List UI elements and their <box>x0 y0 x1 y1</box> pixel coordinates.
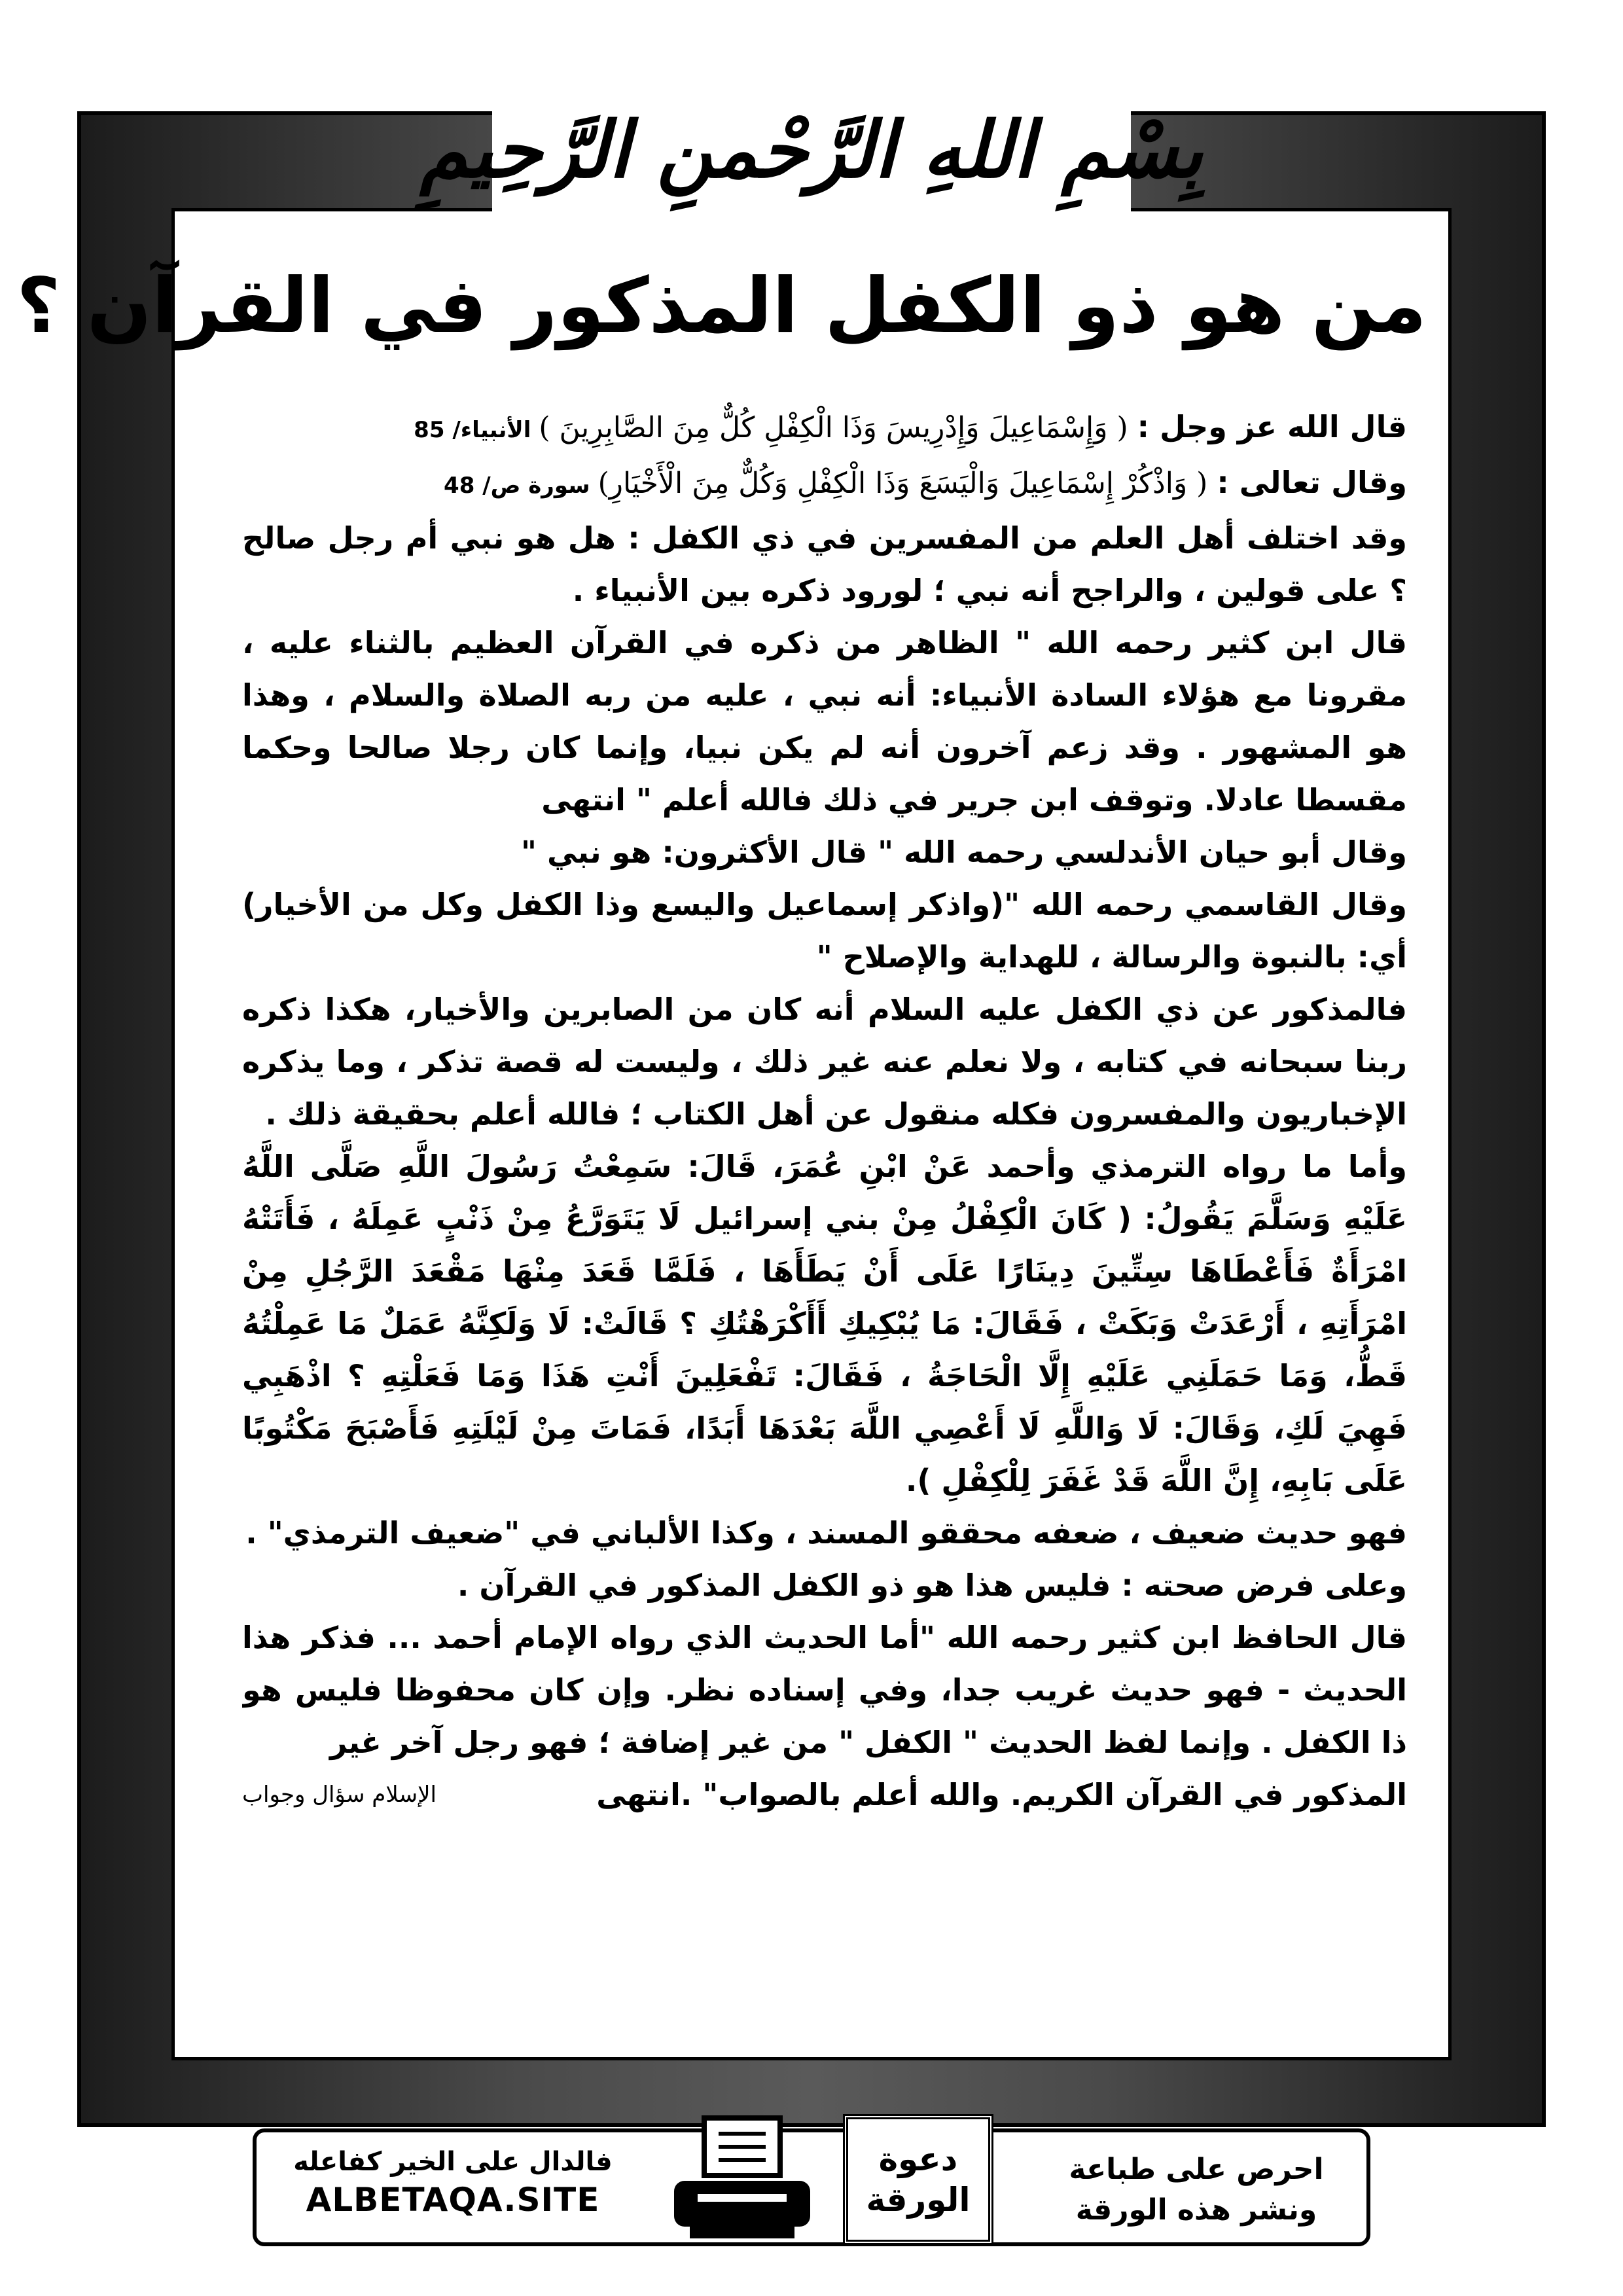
closing-text: المذكور في القرآن الكريم. والله أعلم بالصواب" .انتهى <box>596 1777 1407 1812</box>
printer-icon <box>670 2115 814 2244</box>
site-link[interactable]: ALBETAQA.SITE <box>306 2181 600 2219</box>
paragraph: قال ابن كثير رحمه الله " الظاهر من ذكره في القرآن العظيم بالثناء عليه ، مقرونا مع هؤلاء السادة الأنبياء: أنه نبي ، عليه من ربه الصلاة والسلام ، وهذا هو المشهور . وقد زعم آخرون أنه لم يكن نبيا، وإنما كان رجلا صالحا وحكما مقسطا عادلا. وتوقف ابن جرير في ذلك فالله أعلم " انتهى <box>242 625 1407 817</box>
footer-slogan <box>1059 2149 1334 2231</box>
verse-label: قال الله عز وجل : <box>1137 409 1407 444</box>
dawa-paper-logo <box>843 2114 993 2245</box>
verse-reference: الأنبياء/ 85 <box>414 417 531 443</box>
slogan-line: ونشر هذه الورقة <box>1075 2193 1317 2227</box>
hadith-paragraph: وأما ما رواه الترمذي وأحمد عَنْ ابْنِ عُمَرَ، قَالَ: سَمِعْتُ رَسُولَ اللَّهِ صَلَّى اللَّهُ عَلَيْهِ وَسَلَّمَ يَقُولُ: ( كَانَ الْكِفْلُ مِنْ بني إسرائيل لَا يَتَوَرَّعُ مِنْ ذَنْبٍ عَمِلَهُ ، فَأَتَتْهُ امْرَأَةٌ فَأَعْطَاهَا سِتِّينَ دِينَارًا عَلَى أَنْ يَطَأَهَا ، فَلَمَّا قَعَدَ مِنْهَا مَقْعَدَ الرَّجُلِ مِنْ امْرَأَتِهِ ، أَرْعَدَتْ وَبَكَتْ ، فَقَالَ: مَا يُبْكِيكِ أَأَكْرَهْتُكِ ؟ قَالَتْ: لَا وَلَكِنَّهُ عَمَلٌ مَا عَمِلْتُهُ قَطُّ، وَمَا حَمَلَنِي عَلَيْهِ إِلَّا الْحَاجَةُ ، فَقَالَ: تَفْعَلِينَ أَنْتِ هَذَا وَمَا فَعَلْتِهِ ؟ اذْهَبِي فَهِيَ لَكِ، وَقَالَ: لَا وَاللَّهِ لَا أَعْصِي اللَّهَ بَعْدَهَا أَبَدًا، فَمَاتَ مِنْ لَيْلَتِهِ فَأَصْبَحَ مَكْتُوبًا عَلَى بَابِهِ، إِنَّ اللَّهَ قَدْ غَفَرَ لِلْكِفْلِ ). <box>242 1149 1407 1498</box>
paragraph: فهو حديث ضعيف ، ضعفه محققو المسند ، وكذا الألباني في "ضعيف الترمذي" . <box>245 1515 1407 1551</box>
article-body <box>242 401 1407 1984</box>
page-title: من هو ذو الكفل المذكور في القرآن ؟ <box>16 262 1427 350</box>
verse-1 <box>242 401 1407 456</box>
verse-label: وقال تعالى : <box>1217 465 1407 500</box>
slogan-line: احرص على طباعة <box>1069 2153 1324 2186</box>
paragraph: وقال القاسمي رحمه الله "(واذكر إسماعيل واليسع وذا الكفل وكل من الأخيار) أي: بالنبوة والرسالة ، للهداية والإصلاح " <box>242 887 1407 975</box>
basmala-calligraphy: بِسْمِ اللهِ الرَّحْمنِ الرَّحِيمِ <box>419 103 1204 195</box>
paragraph: فالمذكور عن ذي الكفل عليه السلام أنه كان من الصابرين والأخيار، هكذا ذكره ربنا سبحانه في كتابه ، ولا نعلم عنه غير ذلك ، وليست له قصة تذكر ، وما يذكره الإخباريون والمفسرون فكله منقول عن أهل الكتاب ؛ فالله أعلم بحقيقة ذلك . <box>242 992 1407 1132</box>
paragraph: وقد اختلف أهل العلم من المفسرين في ذي الكفل : هل هو نبي أم رجل صالح ؟ على قولين ، والراجح أنه نبي ؛ لورود ذكره بين الأنبياء . <box>242 520 1407 608</box>
source-credit: الإسلام سؤال وجواب <box>242 1782 437 1808</box>
logo-line: الورقة <box>866 2181 971 2219</box>
basmala-header <box>419 51 1204 247</box>
paragraph: قال الحافظ ابن كثير رحمه الله "أما الحديث الذي رواه الإمام أحمد ... فذكر هذا الحديث - فهو حديث غريب جدا، وفي إسناده نظر. وإن كان محفوظا فليس هو ذا الكفل . وإنما لفظ الحديث " الكفل " من غير إضافة ؛ فهو رجل آخر غير <box>242 1620 1407 1760</box>
closing-line <box>242 1768 1407 1821</box>
footer-banner <box>253 2128 1370 2246</box>
footer-motto: فالدال على الخير كفاعله <box>293 2147 613 2177</box>
verse-text: ( وَاذْكُرْ إِسْمَاعِيلَ وَالْيَسَعَ وَذَا الْكِفْلِ وَكُلٌّ مِنَ الْأَخْيَارِ) <box>597 467 1208 500</box>
footer-site-block <box>283 2147 623 2219</box>
verse-text: ( وَإِسْمَاعِيلَ وَإِدْرِيسَ وَذَا الْكِفْلِ كُلٌّ مِنَ الصَّابِرِينَ ) <box>539 411 1128 444</box>
verse-2 <box>242 456 1407 512</box>
paragraph: وقال أبو حيان الأندلسي رحمه الله " قال الأكثرون: هو نبي " <box>521 834 1407 870</box>
verse-reference: سورة ص/ 48 <box>444 473 590 499</box>
paragraph: وعلى فرض صحته : فليس هذا هو ذو الكفل المذكور في القرآن . <box>457 1568 1407 1603</box>
logo-line: دعوة <box>878 2140 958 2178</box>
